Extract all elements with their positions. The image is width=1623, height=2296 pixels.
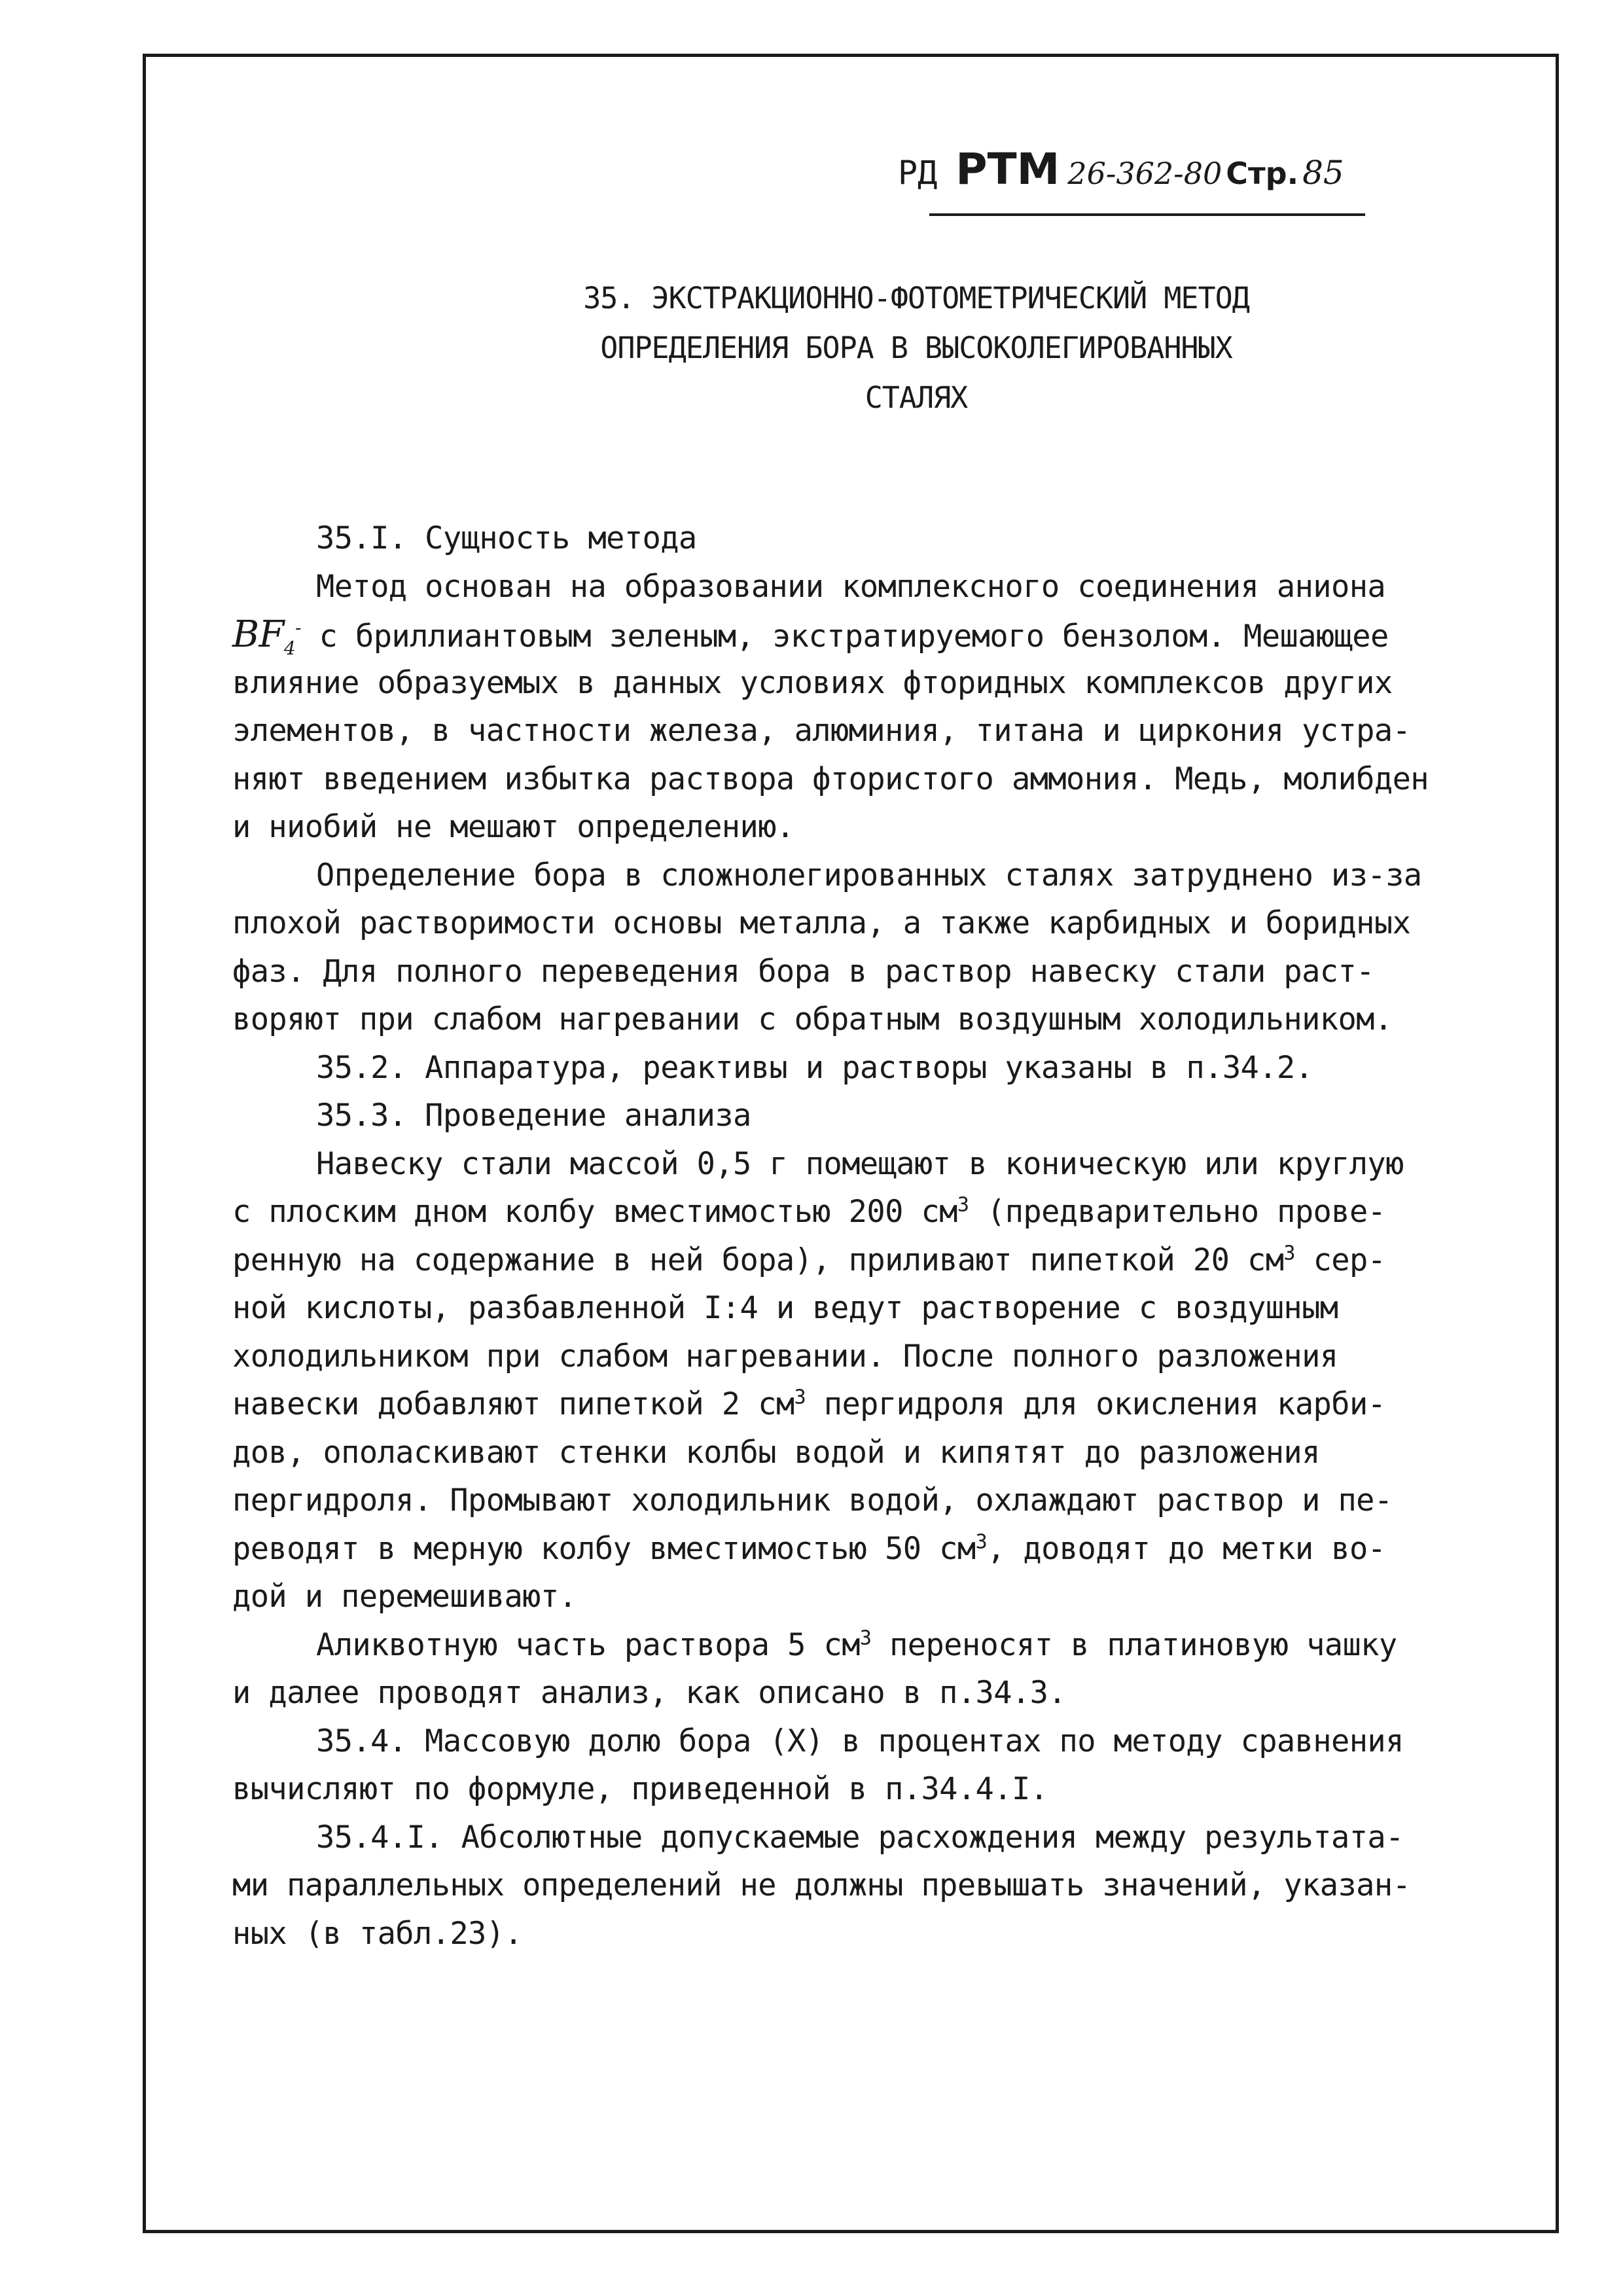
- title-line-3: СТАЛЯХ: [865, 380, 968, 415]
- paragraph-line: ренную на содержание в ней бора), приливают пипеткой 20 $см^3$ сер-: [232, 1241, 1386, 1278]
- paragraph-line: влияние образуемых в данных условиях фторидных комплексов других: [232, 664, 1393, 701]
- header-rtm: РТМ: [955, 144, 1060, 194]
- header-underline: [929, 213, 1365, 216]
- paragraph-line: холодильником при слабом нагревании. После полного разложения: [232, 1338, 1338, 1374]
- paragraph-line: дов, ополаскивают стенки колбы водой и кипятят до разложения: [232, 1434, 1320, 1471]
- title-line-1: 35. ЭКСТРАКЦИОННО-ФОТОМЕТРИЧЕСКИЙ МЕТОД: [583, 281, 1249, 315]
- paragraph-line: реводят в мерную колбу вместимостью 50 $см^3$, доводят до метки во-: [232, 1530, 1386, 1567]
- paragraph-line: и далее проводят анализ, как описано в п.34.3.: [232, 1675, 1067, 1711]
- header-page-number: 85: [1302, 154, 1344, 192]
- header-rd: РД: [898, 154, 938, 192]
- subsection-heading: 35.4. Массовую долю бора (X) в процентах по методу сравнения: [316, 1723, 1404, 1759]
- anion-formula: $BF_4^-$: [232, 613, 301, 660]
- subsection-heading: 35.4.I. Абсолютные допускаемые расхождения между результата-: [316, 1819, 1404, 1856]
- header-doc-number: 26-362-80: [1067, 156, 1222, 191]
- paragraph-line: ных (в табл.23).: [232, 1915, 523, 1952]
- subsection-heading: 35.I. Сущность метода: [316, 520, 697, 556]
- paragraph-line: и ниобий не мешают определению.: [232, 809, 794, 845]
- paragraph-line: пергидроля. Промывают холодильник водой, охлаждают раствор и пе-: [232, 1482, 1393, 1518]
- paragraph-line: фаз. Для полного переведения бора в раствор навеску стали раст-: [232, 953, 1374, 990]
- paragraph-line: элементов, в частности железа, алюминия, титана и циркония устра-: [232, 713, 1411, 749]
- header-page-label: Стр.: [1226, 156, 1299, 191]
- section-title: [458, 274, 1374, 423]
- paragraph-line: вычисляют по формуле, приведенной в п.34.4.I.: [232, 1771, 1048, 1807]
- subsection-heading: 35.2. Аппаратура, реактивы и растворы указаны в п.34.2.: [316, 1049, 1313, 1086]
- document-header: [898, 144, 1344, 223]
- paragraph-line: навески добавляют пипеткой 2 $см^3$ пергидроля для окисления карби-: [232, 1386, 1386, 1422]
- paragraph-line: Навеску стали массой 0,5 г помещают в коническую или круглую: [316, 1145, 1404, 1182]
- document-body: [232, 514, 1548, 1958]
- paragraph-line: Определение бора в сложнолегированных сталях затруднено из-за: [316, 857, 1422, 893]
- paragraph-line: с плоским дном колбу вместимостью 200 $см^3$ (предварительно прове-: [232, 1193, 1386, 1230]
- paragraph-line: дой и перемешивают.: [232, 1579, 577, 1615]
- paragraph-line: Метод основан на образовании комплексного соединения аниона: [316, 568, 1386, 605]
- subsection-heading: 35.3. Проведение анализа: [316, 1098, 751, 1134]
- paragraph-line: плохой растворимости основы металла, а также карбидных и боридных: [232, 905, 1411, 941]
- paragraph-line: $BF_4^-$ с бриллиантовым зеленым, экстратируемого бензолом. Мешающее: [232, 613, 1389, 660]
- title-line-2: ОПРЕДЕЛЕНИЯ БОРА В ВЫСОКОЛЕГИРОВАННЫХ: [600, 331, 1232, 365]
- paragraph-line: няют введением избытка раствора фтористого аммония. Медь, молибден: [232, 761, 1429, 797]
- paragraph-line: воряют при слабом нагревании с обратным воздушным холодильником.: [232, 1001, 1393, 1037]
- paragraph-line: ной кислоты, разбавленной I:4 и ведут растворение с воздушным: [232, 1290, 1338, 1326]
- paragraph-line: ми параллельных определений не должны превышать значений, указан-: [232, 1867, 1411, 1903]
- paragraph-line: Аликвотную часть раствора 5 $см^3$ переносят в платиновую чашку: [316, 1626, 1397, 1663]
